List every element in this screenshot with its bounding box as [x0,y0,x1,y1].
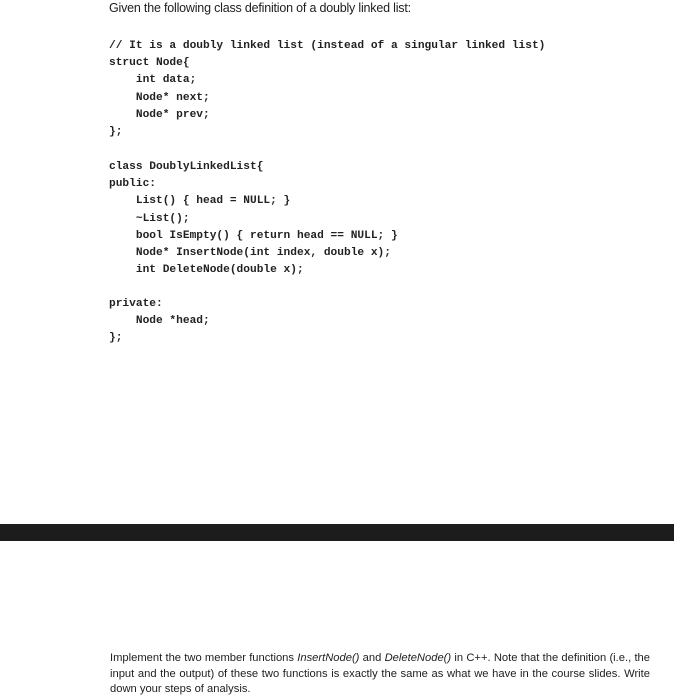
class-private-code-block [109,296,210,348]
class-public-code-block [109,159,398,279]
code-line: class DoublyLinkedList{ [109,161,264,173]
intro-text: Given the following class definition of a doubly linked list: [109,1,411,15]
struct-node-code-block [109,38,545,141]
code-line: List() { head = NULL; } [109,195,291,208]
instructions-part: and [359,652,385,664]
code-line: int DeleteNode(double x); [109,264,304,277]
instructions-part: in C++. Note that the definition (i.e., the input and the output) of these two functions is exactly the same as what we have in the course slides. Write down your steps of analysis. [110,652,651,695]
code-line: public: [109,178,156,191]
code-line: Node *head; [109,315,210,328]
code-line: }; [109,125,123,138]
code-line: ~List(); [109,212,190,225]
code-line: // It is a doubly linked list (instead of a singular linked list) [109,40,546,52]
code-line: }; [109,332,123,345]
code-line: int data; [109,74,197,87]
instructions-part: Implement the two member functions [110,652,298,664]
code-line: private: [109,298,163,310]
insert-node-function-name: InsertNode() [297,652,360,664]
code-line: struct Node{ [109,57,190,70]
delete-node-function-name: DeleteNode() [384,652,452,664]
page-divider-bar [0,524,674,541]
code-line: Node* next; [109,91,210,104]
code-line: bool IsEmpty() { return head == NULL; } [109,229,398,242]
code-line: Node* prev; [109,108,210,121]
code-line: Node* InsertNode(int index, double x); [109,246,391,259]
instructions-text [110,651,650,698]
